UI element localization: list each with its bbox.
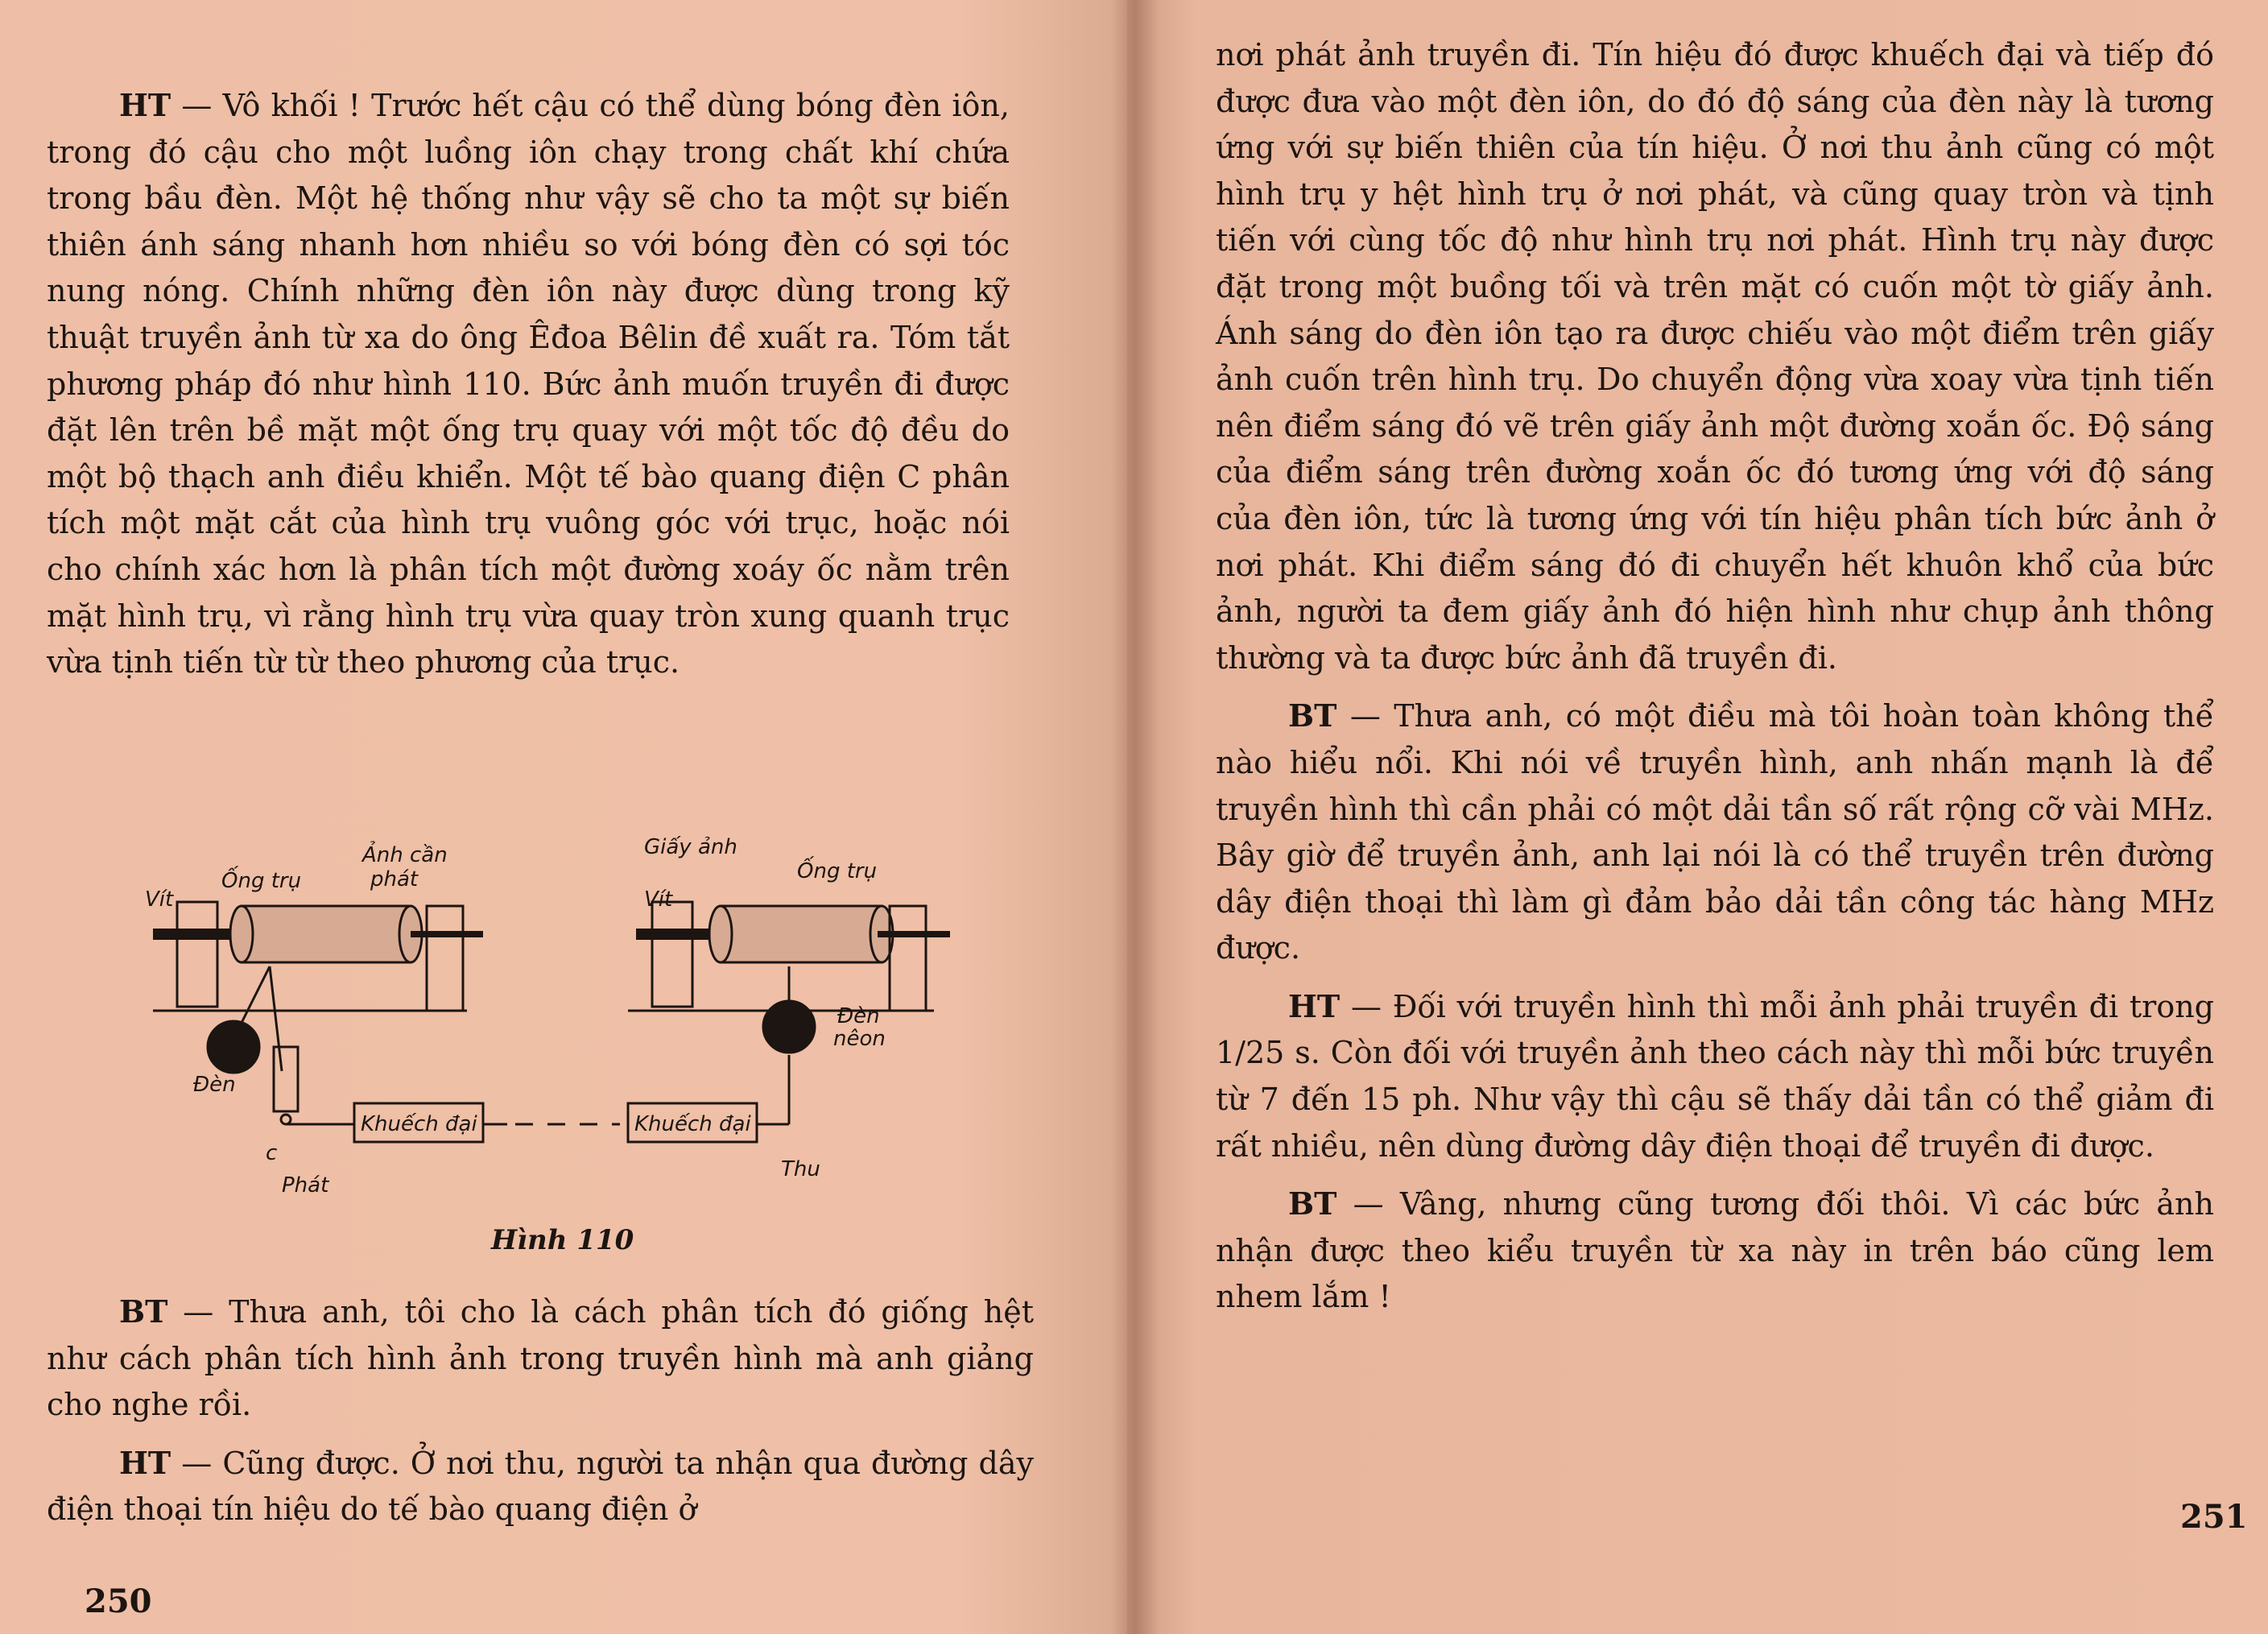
left-bracket	[177, 902, 217, 1007]
label-neon: nêon	[833, 1027, 886, 1051]
speaker-label: BT	[119, 1293, 168, 1330]
paragraph	[1216, 983, 2214, 1169]
left-page-text-bottom	[47, 1289, 1034, 1545]
speaker-label: BT	[1288, 1185, 1337, 1222]
paragraph	[47, 1289, 1034, 1429]
right-page	[1127, 0, 2268, 1634]
label-ong-tru-left: Ống trụ	[221, 869, 302, 893]
right-page-text	[1216, 32, 2214, 1332]
paragraph	[47, 82, 1010, 686]
paragraph-text: — Vâng, nhưng cũng tương đối thôi. Vì các bức ảnh nhận được theo kiểu truyền từ xa này in trên báo cũng lem nhem lắm !	[1216, 1186, 2214, 1315]
label-ong-tru-right: Ống trụ	[797, 859, 878, 883]
page-number-left: 250	[85, 1582, 152, 1620]
figure-caption: Hình 110	[491, 1224, 634, 1256]
label-vit-left: Vít	[145, 887, 174, 912]
book-gutter	[1111, 0, 1159, 1634]
speaker-label: HT	[119, 1444, 171, 1481]
label-den: Đèn	[193, 1073, 236, 1097]
paragraph-text: — Thưa anh, có một điều mà tôi hoàn toàn không thể nào hiểu nổi. Khi nói về truyền hình, anh nhấn mạnh là để truyền hình thì cần phải có một dải tần số rất rộng cỡ vài MHz. Bây giờ để truyền ảnh, anh lại nói là có thể truyền trên đường dây điện thoại thì làm gì đảm bảo dải tần công tác hàng MHz được.	[1216, 698, 2214, 966]
figure-110-diagram	[121, 829, 974, 1200]
paragraph-text: — Cũng được. Ở nơi thu, người ta nhận qua đường dây điện thoại tín hiệu do tế bào quang điện ở	[47, 1445, 1034, 1528]
paragraph	[1216, 693, 2214, 972]
lamp-symbol	[208, 1021, 259, 1073]
right-cylinder	[721, 906, 882, 962]
left-page	[0, 0, 1127, 1634]
neon-lamp-symbol	[763, 1001, 815, 1053]
label-den-neon: Đèn	[837, 1004, 880, 1028]
paragraph-text: — Đối với truyền hình thì mỗi ảnh phải truyền đi trong 1/25 s. Còn đối với truyền ảnh theo cách này thì mỗi bức truyền từ 7 đến 15 ph. Như vậy thì cậu sẽ thấy dải tần có thể giảm đi rất nhiều, nên dùng đường dây điện thoại để truyền đi được.	[1216, 988, 2214, 1164]
speaker-label: BT	[1288, 697, 1337, 734]
speaker-label: HT	[119, 87, 171, 123]
label-phat: Phát	[282, 1173, 329, 1198]
paragraph	[1216, 1181, 2214, 1321]
paragraph	[1216, 32, 2214, 681]
right-bracket-right	[890, 906, 926, 1011]
left-page-text	[47, 82, 1010, 697]
speaker-label: HT	[1288, 987, 1341, 1024]
label-vit-right: Vít	[644, 887, 673, 912]
photocell-symbol	[274, 1047, 298, 1111]
page-number-right: 251	[2180, 1498, 2248, 1536]
label-giay-anh: Giấy ảnh	[644, 835, 737, 859]
label-thu: Thu	[781, 1157, 820, 1181]
label-phat-top: phát	[370, 867, 419, 891]
paragraph-text: — Vô khối ! Trước hết cậu có thể dùng bóng đèn iôn, trong đó cậu cho một luồng iôn chạy trong chất khí chứa trong bầu đèn. Một hệ thống như vậy sẽ cho ta một sự biến thiên ánh sáng nhanh hơn nhiều so với bóng đèn có sợi tóc nung nóng. Chính những đèn iôn này được dùng trong kỹ thuật truyền ảnh từ xa do ông Êđoa Bêlin đề xuất ra. Tóm tắt phương pháp đó như hình 110. Bức ảnh muốn truyền đi được đặt lên trên bề mặt một ống trụ quay với một tốc độ đều do một bộ thạch anh điều khiển. Một tế bào quang điện C phân tích một mặt cắt của hình trụ vuông góc với trục, hoặc nói cho chính xác hơn là phân tích một đường xoáy ốc nằm trên mặt hình trụ, vì rằng hình trụ vừa quay tròn xung quanh trục vừa tịnh tiến từ từ theo phương của trục.	[47, 88, 1010, 680]
label-khuech-dai-left: Khuếch đại	[361, 1112, 477, 1136]
paragraph-text: nơi phát ảnh truyền đi. Tín hiệu đó được khuếch đại và tiếp đó được đưa vào một đèn iôn, do đó độ sáng của đèn này là tương ứng với sự biến thiên của tín hiệu. Ở nơi thu ảnh cũng có một hình trụ y hệt hình trụ ở nơi phát, và cũng quay tròn và tịnh tiến với cùng tốc độ như hình trụ nơi phát. Hình trụ này được đặt trong một buồng tối và trên mặt có cuốn một tờ giấy ảnh. Ánh sáng do đèn iôn tạo ra được chiếu vào một điểm trên giấy ảnh cuốn trên hình trụ. Do chuyển động vừa xoay vừa tịnh tiến nên điểm sáng đó vẽ trên giấy ảnh một đường xoắn ốc. Độ sáng của điểm sáng trên đường xoắn ốc đó tương ứng với độ sáng của đèn iôn, tức là tương ứng với tín hiệu phân tích bức ảnh ở nơi phát. Khi điểm sáng đó đi chuyển hết khuôn khổ của bức ảnh, người ta đem giấy ảnh đó hiện hình như chụp ảnh thông thường và ta được bức ảnh đã truyền đi.	[1216, 37, 2214, 676]
paragraph-text: — Thưa anh, tôi cho là cách phân tích đó giống hệt như cách phân tích hình ảnh trong truyền hình mà anh giảng cho nghe rồi.	[47, 1294, 1034, 1423]
left-cylinder	[242, 906, 411, 962]
label-khuech-dai-right: Khuếch đại	[634, 1112, 751, 1136]
left-bracket-right	[427, 906, 463, 1011]
label-c: c	[266, 1141, 278, 1165]
right-bracket	[652, 902, 692, 1007]
paragraph	[47, 1440, 1034, 1533]
label-anh-can: Ảnh cần	[362, 843, 448, 867]
